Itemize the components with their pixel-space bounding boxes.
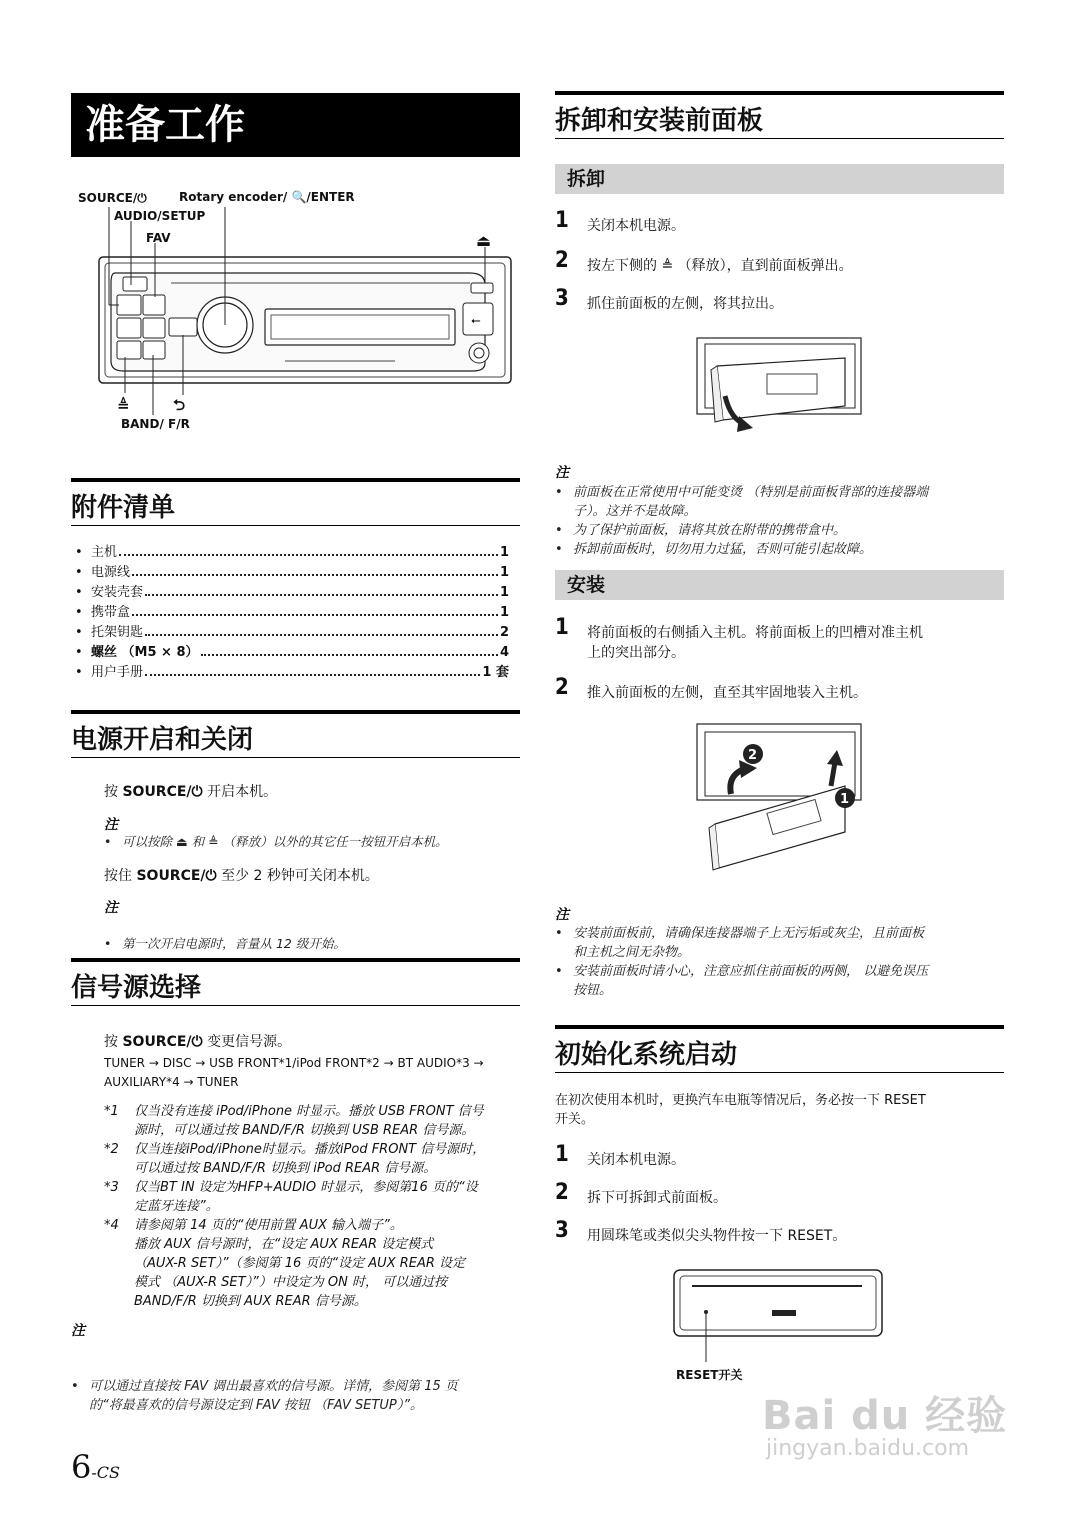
watermark-url: jingyan.baidu.com [766,1436,970,1461]
remove-subheader: 拆卸 [555,164,1004,194]
source-label: SOURCE/⏻ [78,191,147,205]
install-notes [555,924,1004,1000]
note-heading: 注 [555,465,569,481]
step-number: 1 [555,615,569,640]
section-rule [71,710,520,714]
step-text: 按左下侧的 ≜ （释放），直到前面板弹出。 [587,258,853,274]
list-item: • 安装壳套 1 [71,583,509,603]
note-heading: 注 [71,1323,85,1339]
section-rule [71,478,520,482]
step-number: 1 [555,1142,569,1167]
power-title: 电源开启和关闭 [71,725,254,755]
section-underline [71,525,520,526]
note-text: • 可以按除 ⏏ 和 ≜ （释放）以外的其它任一按钮开启本机。 [104,832,532,851]
faceplate-title: 拆卸和安装前面板 [555,106,764,136]
eject-label: ⏏ [476,231,492,250]
release-symbol: ≜ [117,397,130,415]
device-drawing [75,185,520,435]
source-sequence-line2: AUXILIARY*4 → TUNER [104,1075,239,1089]
page-title: 准备工作 [71,93,520,157]
remove-notes [555,483,1004,559]
section-underline [555,1072,1004,1073]
back-symbol: ⮌ [173,396,186,414]
footnote: *3 仅当BT IN 设定为HFP+AUDIO 时显示，参阅第16 页的“设 定蓝牙连接”。 [104,1180,478,1214]
page-number: 6-CS [71,1448,120,1486]
power-off-instruction: 按住 SOURCE/⏻ 至少 2 秒钟可关闭本机。 [104,868,379,884]
step-badge-1: 1 [840,792,850,807]
power-on-instruction: 按 SOURCE/⏻ 开启本机。 [104,784,278,800]
reset-illustration [672,1268,886,1364]
install-illustration [695,722,865,872]
list-item: • 用户手册 1 套 [71,663,509,683]
rotary-label: Rotary encoder/ 🔍/ENTER [179,190,355,204]
install-steps [555,615,1004,705]
note-text: • 为了保护前面板，请将其放在附带的携带盒中。 [555,521,1004,540]
list-item: • 托架钥匙 2 [71,623,509,643]
source-sequence-line1: TUNER → DISC → USB FRONT*1/iPod FRONT*2 → BT AUDIO*3 → [104,1056,484,1070]
list-item: • 携带盒 1 [71,603,509,623]
band-label: BAND/ F/R [121,417,190,431]
list-item: • 电源线 1 [71,563,509,583]
remove-illustration [695,336,865,436]
fav-label: FAV [146,231,171,245]
section-underline [71,1005,520,1006]
install-subheader: 安装 [555,570,1004,600]
note-text: • 可以通过直接按 FAV 调出最喜欢的信号源。详情，参阅第 15 页 的“将最喜欢的信号源设定到 FAV 按钮 （FAV SETUP）”。 [71,1377,539,1415]
reset-label: RESET开关 [676,1368,743,1382]
footnote: *1 仅当没有连接 iPod/iPhone 时显示。播放 USB FRONT 信号 源时，可以通过按 BAND/F/R 切换到 USB REAR 信号源。 [104,1104,484,1138]
step-text: 抓住前面板的左侧，将其拉出。 [587,296,783,312]
step-badge-2: 2 [748,748,758,763]
note-heading: 注 [104,817,118,833]
watermark-logo: Bai du 经验 [762,1393,1008,1439]
source-title: 信号源选择 [71,973,202,1003]
footnotes [104,1102,524,1311]
note-text: • 安装前面板时请小心，注意应抓住前面板的两侧， 以避免误压 按钮。 [555,962,1004,1000]
note-heading: 注 [555,907,569,923]
step-number: 1 [555,208,569,233]
section-underline [71,757,520,758]
audio-setup-label: AUDIO/SETUP [114,209,206,223]
step-number: 2 [555,248,569,273]
footnote: *4 请参阅第 14 页的“使用前置 AUX 输入端子”。 播放 AUX 信号源时，在“设定 AUX REAR 设定模式 （AUX-R SET）”（参阅第 16 页的“设定 AUX REAR 设定 模式 （AUX-R SET）”）中设定为 ON 时， 可以通过按 BAND/F/R 切换到 AUX REAR 信号源。 [104,1218,466,1309]
step-number: 3 [555,286,569,311]
step-text: 用圆珠笔或类似尖头物件按一下 RESET。 [587,1228,847,1244]
step-text: 将前面板的右侧插入主机。将前面板上的凹槽对准主机 上的突出部分。 [587,625,923,661]
note-text: • 安装前面板前，请确保连接器端子上无污垢或灰尘，且前面板 和主机之间无杂物。 [555,924,1004,962]
init-intro: 在初次使用本机时，更换汽车电瓶等情况后，务必按一下 RESET 开关。 [555,1093,926,1127]
accessories-title: 附件清单 [71,493,176,523]
footnote: *2 仅当连接iPod/iPhone时显示。播放iPod FRONT 信号源时， 可以通过按 BAND/F/R 切换到 iPod REAR 信号源。 [104,1142,486,1176]
device-diagram [75,185,520,435]
step-text: 关闭本机电源。 [587,218,685,234]
step-text: 关闭本机电源。 [587,1152,685,1168]
section-underline [555,138,1004,139]
list-item: • 螺丝 （M5 × 8） 4 [71,643,509,663]
section-rule [71,958,520,962]
source-instruction: 按 SOURCE/⏻ 变更信号源。 [104,1034,292,1050]
step-text: 推入前面板的左侧，直至其牢固地装入主机。 [587,685,867,701]
init-steps [555,1142,1004,1252]
section-rule [555,1025,1004,1029]
note-heading: 注 [104,900,118,916]
step-number: 2 [555,1180,569,1205]
init-title: 初始化系统启动 [555,1040,738,1070]
section-rule [555,91,1004,95]
list-item: • 主机 1 [71,543,509,563]
step-number: 2 [555,675,569,700]
accessories-list [71,543,509,683]
note-text: • 拆卸前面板时，切勿用力过猛，否则可能引起故障。 [555,540,1004,559]
step-text: 拆下可拆卸式前面板。 [587,1190,727,1206]
step-number: 3 [555,1218,569,1243]
note-text: • 前面板在正常使用中可能变烫 （特别是前面板背部的连接器端 子）。这并不是故障。 [555,483,1004,521]
note-text: • 第一次开启电源时，音量从 12 级开始。 [104,934,532,953]
svg-text:⭠: ⭠ [471,313,481,327]
